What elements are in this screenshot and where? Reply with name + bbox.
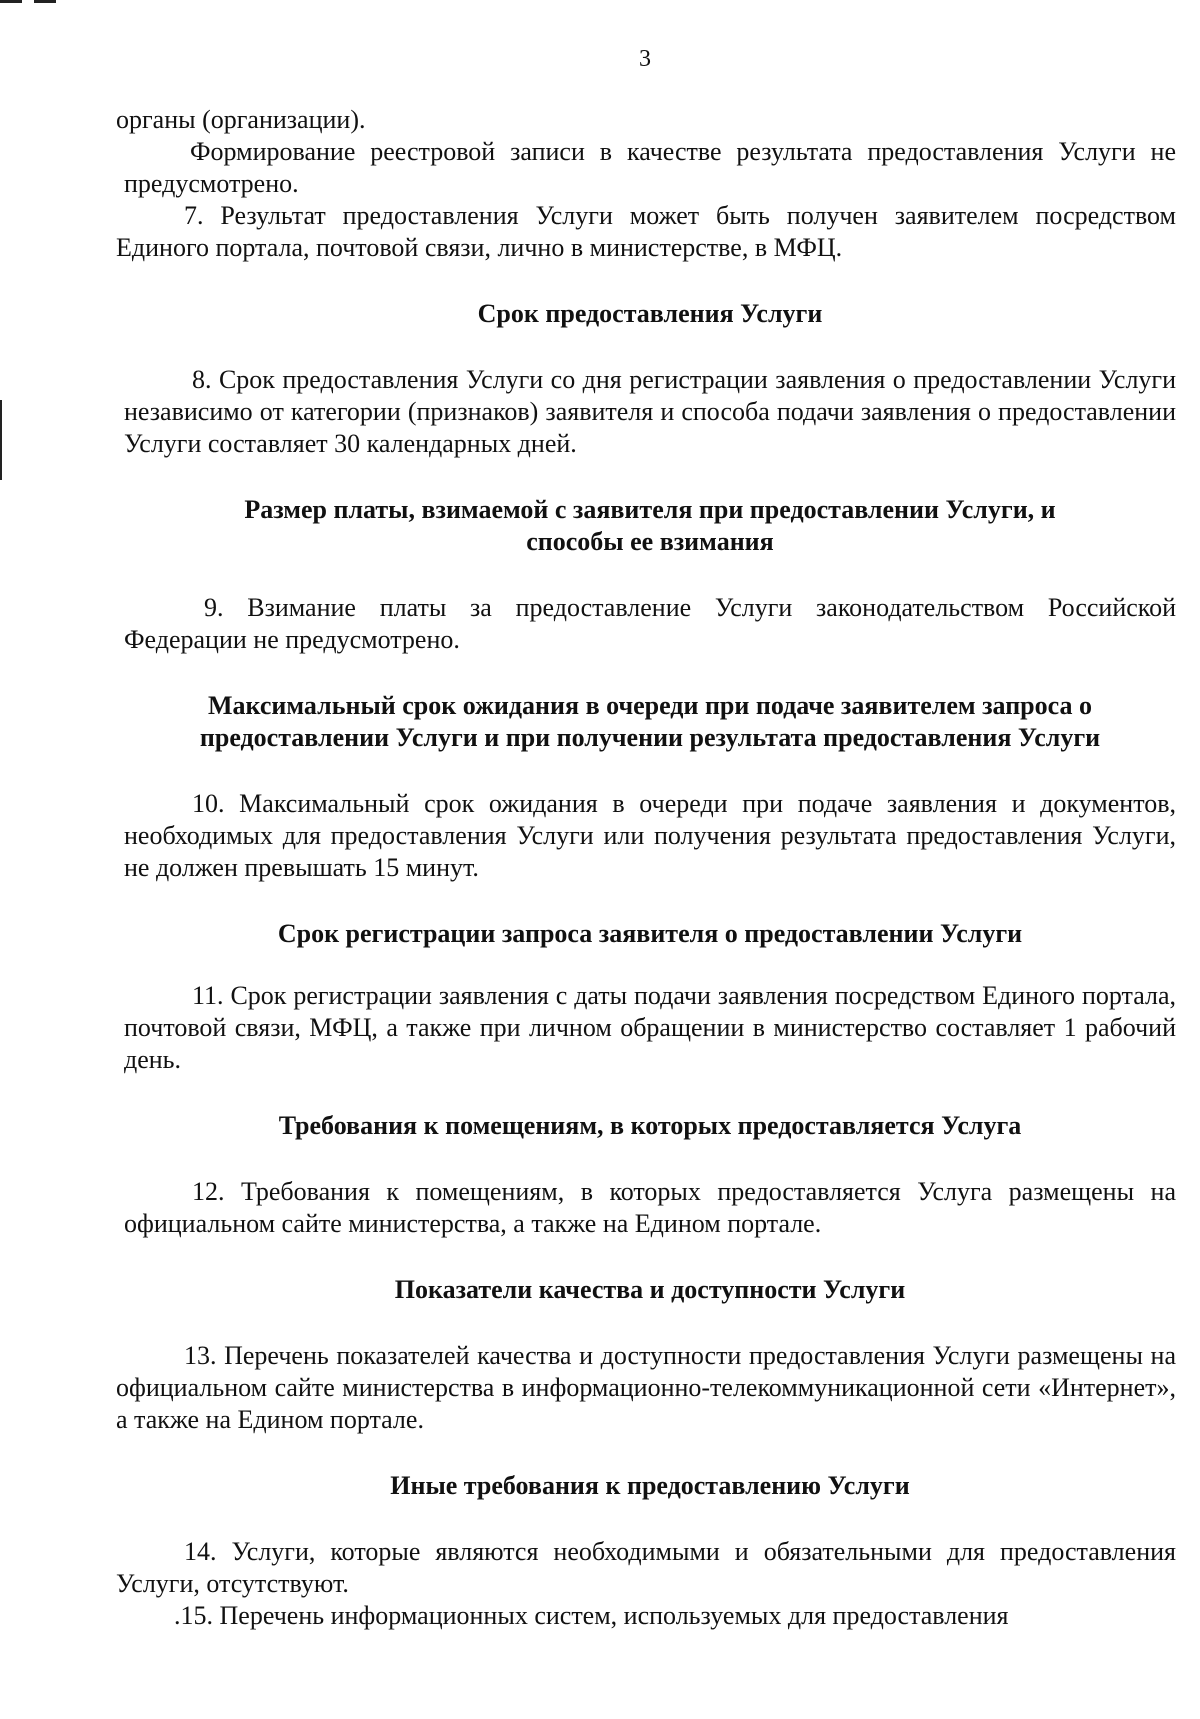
scan-mark bbox=[34, 0, 56, 3]
paragraph: 11. Срок регистрации заявления с даты подачи заявления посредством Единого портала, почтовой связи, МФЦ, а также при личном обращении в министерство составляет 1 рабочий день. bbox=[124, 981, 1176, 1074]
section-heading: Срок регистрации запроса заявителя о предоставлении Услуги bbox=[277, 919, 1023, 948]
paragraph: 14. Услуги, которые являются необходимыми и обязательными для предоставления Услуги, отсутствуют. bbox=[116, 1537, 1176, 1598]
paragraph: 12. Требования к помещениям, в которых предоставляется Услуга размещены на официальном сайте министерства, а также на Едином портале. bbox=[124, 1177, 1176, 1238]
section-heading: Максимальный срок ожидания в очереди при подаче заявителем запроса о предоставлении Услуги и при получении результата предоставления Услуги bbox=[199, 691, 1101, 752]
scan-mark bbox=[0, 0, 22, 3]
document-body bbox=[116, 104, 1176, 1632]
section-heading: Размер платы, взимаемой с заявителя при предоставлении Услуги, и способы ее взимания bbox=[244, 495, 1056, 556]
paragraph: 7. Результат предоставления Услуги может быть получен заявителем посредством Единого портала, почтовой связи, лично в министерстве, в МФЦ. bbox=[116, 201, 1176, 262]
paragraph: 9. Взимание платы за предоставление Услуги законодательством Российской Федерации не предусмотрено. bbox=[124, 593, 1176, 654]
paragraph: 13. Перечень показателей качества и доступности предоставления Услуги размещены на официальном сайте министерства в информационно-телекоммуникационной сети «Интернет», а также на Едином портале. bbox=[116, 1341, 1176, 1434]
section-heading: Иные требования к предоставлению Услуги bbox=[390, 1471, 910, 1500]
paragraph: 10. Максимальный срок ожидания в очереди при подаче заявления и документов, необходимых для предоставления Услуги или получения результата предоставления Услуги, не должен превышать 15 минут. bbox=[124, 789, 1176, 882]
paragraph: .15. Перечень информационных систем, используемых для предоставления bbox=[174, 1601, 1009, 1630]
scan-mark bbox=[0, 400, 2, 480]
paragraph: органы (организации). bbox=[116, 105, 366, 134]
section-heading: Требования к помещениям, в которых предоставляется Услуга bbox=[278, 1111, 1022, 1140]
page-number: 3 bbox=[639, 46, 651, 72]
section-heading: Срок предоставления Услуги bbox=[477, 299, 823, 328]
paragraph: 8. Срок предоставления Услуги со дня регистрации заявления о предоставлении Услуги независимо от категории (признаков) заявителя и способа подачи заявления о предоставлении Услуги составляет 30 календарных дней. bbox=[124, 365, 1176, 458]
section-heading: Показатели качества и доступности Услуги bbox=[394, 1275, 906, 1304]
paragraph: Формирование реестровой записи в качестве результата предоставления Услуги не предусмотрено. bbox=[124, 137, 1176, 198]
